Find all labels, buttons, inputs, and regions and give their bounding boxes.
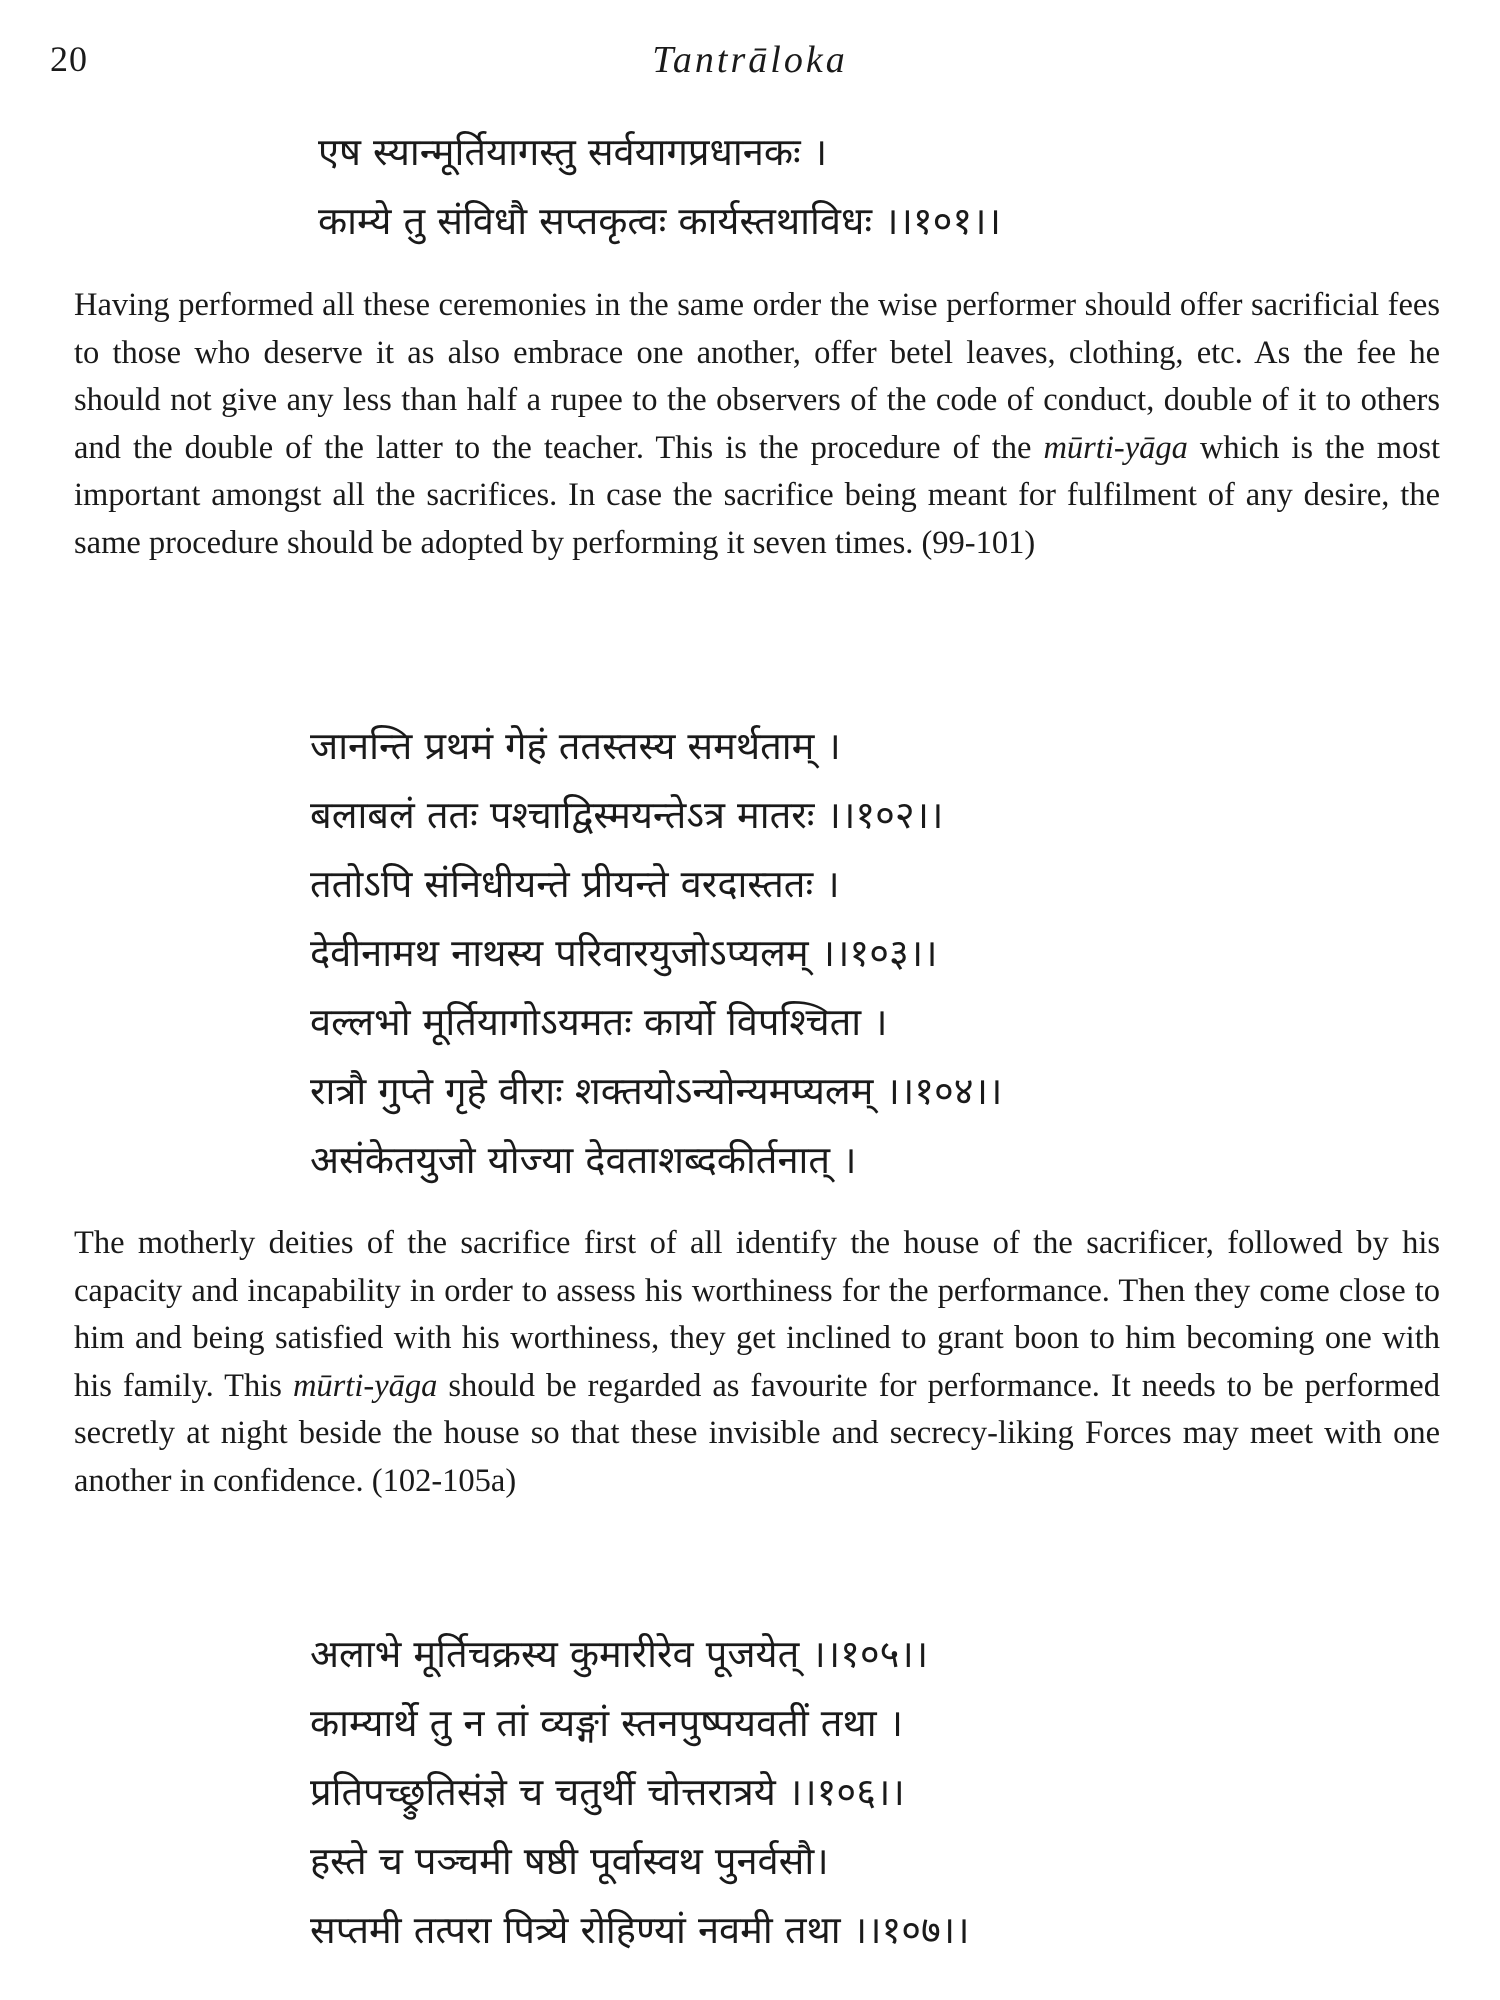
paragraph-text: The motherly deities of the sacrifice first of all identify the house of the sacrificer, followed by his capacity and incapability in order to assess his worthiness for the performance. Then they come close to him and being satisfied with his worthiness, they get inclined to grant boon to him becoming one with his family. This [74, 1225, 1440, 1404]
verse-line: ततोऽपि संनिधीयन्ते प्रीयन्ते वरदास्ततः । [310, 862, 840, 906]
translation-paragraph-2 [74, 1220, 1440, 1505]
verse-line: हस्ते च पञ्चमी षष्ठी पूर्वास्वथ पुनर्वसौ। [310, 1839, 829, 1883]
verse-line: काम्यार्थे तु न तां व्यङ्गां स्तनपुष्पयवतीं तथा । [310, 1701, 904, 1745]
translation-paragraph-1 [74, 282, 1440, 567]
sanskrit-verse-block-1 [318, 118, 1001, 256]
running-title: Tantrāloka [652, 39, 848, 81]
verse-line: असंकेतयुजो योज्या देवताशब्दकीर्तनात् । [310, 1138, 857, 1182]
page-header [50, 38, 1450, 88]
verse-line: बलाबलं ततः पश्चाद्विस्मयन्तेऽत्र मातरः ।।१०२।। [310, 793, 944, 837]
verse-line: रात्रौ गुप्ते गृहे वीराः शक्तयोऽन्योन्यमप्यलम् ।।१०४।। [310, 1069, 1003, 1113]
sanskrit-verse-block-3 [310, 1620, 970, 1965]
verse-line: एष स्यान्मूर्तियागस्तु सर्वयागप्रधानकः । [318, 130, 828, 174]
italic-term: mūrti-yāga [292, 1367, 438, 1404]
verse-line: सप्तमी तत्परा पित्र्ये रोहिण्यां नवमी तथा ।।१०७।। [310, 1908, 970, 1952]
paragraph-text: which is the most important amongst all the sacrifices. In case the sacrifice being meant for fulfilment of any desire, the same procedure should be adopted by performing it seven times. (99-101) [74, 429, 1441, 561]
page-number: 20 [50, 39, 88, 79]
verse-line: जानन्ति प्रथमं गेहं ततस्तस्य समर्थताम् । [310, 724, 841, 768]
verse-line: अलाभे मूर्तिचक्रस्य कुमारीरेव पूजयेत् ।।१०५।। [310, 1632, 929, 1676]
sanskrit-verse-block-2 [310, 712, 1002, 1195]
verse-line: वल्लभो मूर्तियागोऽयमतः कार्यो विपश्चिता । [310, 1000, 888, 1044]
italic-term: mūrti-yāga [1043, 429, 1188, 466]
verse-line: प्रतिपच्छ्रुतिसंज्ञे च चतुर्थी चोत्तरात्रये ।।१०६।। [310, 1770, 905, 1814]
paragraph-text: should be regarded as favourite for performance. It needs to be performed secretly at night beside the house so that these invisible and secrecy-liking Forces may meet with one another in confidence. (102-105a) [74, 1367, 1440, 1499]
paragraph-text: Having performed all these ceremonies in the same order the wise performer should offer sacrificial fees to those who deserve it as also embrace one another, offer betel leaves, clothing, etc. As the fee he should not give any less than half a rupee to the observers of the code of conduct, double of it to others and the double of the latter to the teacher. This is the procedure of the [74, 287, 1440, 466]
verse-line: काम्ये तु संविधौ सप्तकृत्वः कार्यस्तथाविधः ।।१०१।। [318, 199, 1001, 243]
verse-line: देवीनामथ नाथस्य परिवारयुजोऽप्यलम् ।।१०३।। [310, 931, 938, 975]
